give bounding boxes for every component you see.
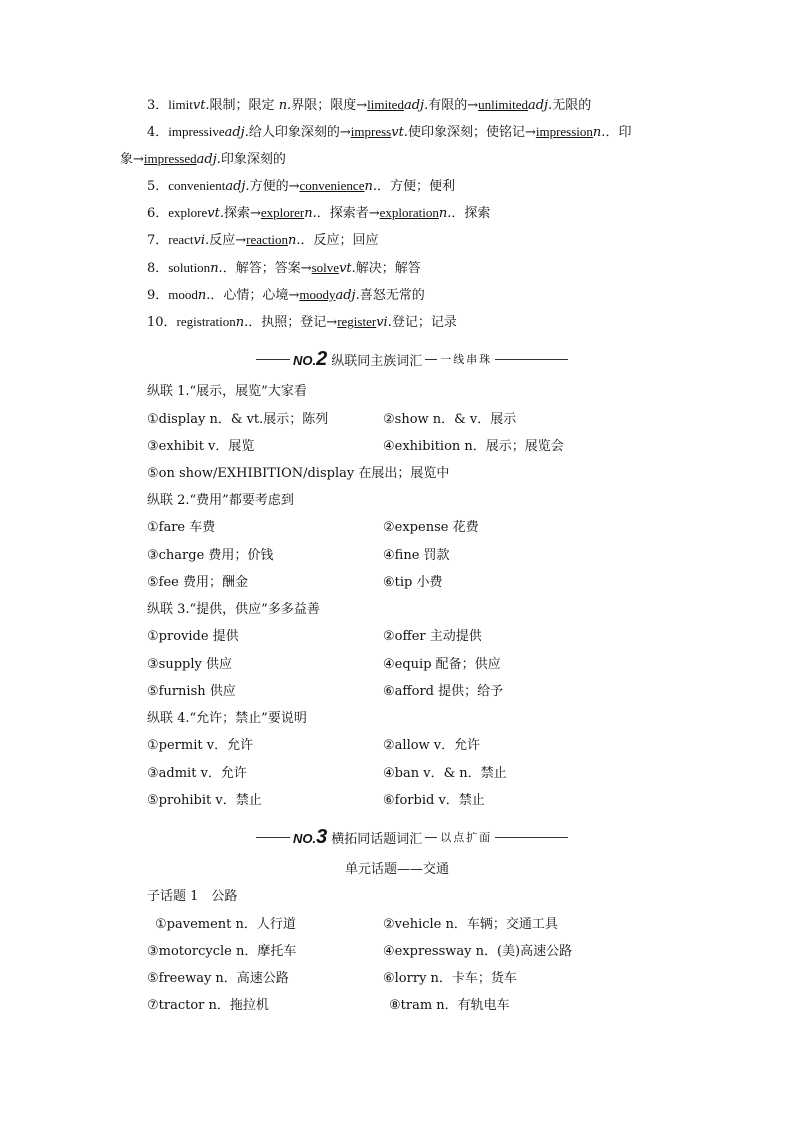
group-title: 纵联 2.“费用”都要考虑到 bbox=[147, 493, 294, 508]
word-entry: ①fare 车费 bbox=[147, 520, 216, 535]
word-entry: ③supply 供应 bbox=[147, 657, 232, 672]
word-entry: ①provide 提供 bbox=[147, 629, 239, 644]
group-title: 纵联 3.“提供，供应”多多益善 bbox=[147, 602, 320, 617]
vocab-item: 5．convenientadj.方便的→conveniencen.．方便；便利 bbox=[147, 178, 455, 194]
word-row bbox=[147, 683, 707, 701]
word-entry: ③admit v．允许 bbox=[147, 766, 247, 781]
header-rule bbox=[425, 359, 437, 360]
word-entry: ①display n．& vt.展示；陈列 bbox=[147, 412, 329, 427]
word-row bbox=[147, 943, 707, 961]
vocab-item-continuation: 象→impressedadj.印象深刻的 bbox=[120, 151, 286, 167]
word-entry: ③exhibit v．展览 bbox=[147, 439, 255, 454]
word-entry: ②allow v．允许 bbox=[383, 738, 481, 753]
section-subtitle: 一线串珠 bbox=[440, 353, 493, 366]
word-row bbox=[147, 916, 707, 934]
word-entry: ④equip 配备；供应 bbox=[383, 657, 501, 672]
word-row bbox=[147, 438, 707, 456]
word-entry: ①permit v．允许 bbox=[147, 738, 254, 753]
word-row bbox=[147, 547, 707, 565]
word-entry: ②vehicle n．车辆；交通工具 bbox=[383, 917, 558, 932]
word-entry: ②expense 花费 bbox=[383, 520, 479, 535]
word-row bbox=[147, 737, 707, 755]
word-entry: ⑤freeway n．高速公路 bbox=[147, 971, 289, 986]
group-title: 纵联 4.“允许；禁止”要说明 bbox=[147, 711, 307, 726]
section-header-no2 bbox=[256, 348, 568, 370]
word-entry: ⑤furnish 供应 bbox=[147, 684, 236, 699]
group-title: 纵联 1.“展示，展览”大家看 bbox=[147, 384, 307, 399]
section-title: 横拓同话题词汇 bbox=[331, 831, 423, 847]
vocab-item: 8．solutionn.．解答；答案→solvevt.解决；解答 bbox=[147, 260, 421, 276]
word-row bbox=[147, 765, 707, 783]
word-entry: ⑧tram n．有轨电车 bbox=[389, 998, 510, 1013]
word-row bbox=[147, 628, 707, 646]
topic-title: 单元话题——交通 bbox=[344, 862, 449, 877]
subtopic-title: 子话题 1 公路 bbox=[147, 889, 238, 904]
word-entry: ⑤on show/EXHIBITION/display 在展出；展览中 bbox=[147, 466, 450, 481]
word-row bbox=[147, 411, 707, 429]
word-entry: ⑤fee 费用；酬金 bbox=[147, 575, 248, 590]
header-rule bbox=[495, 837, 568, 838]
word-entry: ④expressway n．(美)高速公路 bbox=[383, 944, 573, 959]
word-row bbox=[147, 997, 707, 1015]
word-entry: ⑥forbid v．禁止 bbox=[383, 793, 485, 808]
vocab-item: 3．limitvt.限制；限定 n.界限；限度→limitedadj.有限的→unlimitedadj.无限的 bbox=[147, 97, 592, 113]
word-row bbox=[147, 519, 707, 537]
word-entry: ⑥tip 小费 bbox=[383, 575, 443, 590]
word-row bbox=[147, 970, 707, 988]
word-entry: ②show n．& v．展示 bbox=[383, 412, 517, 427]
section-number: NO.3 bbox=[293, 825, 328, 848]
header-rule bbox=[256, 837, 290, 838]
vocab-item: 9．moodn.．心情；心境→moodyadj.喜怒无常的 bbox=[147, 287, 425, 303]
word-entry: ②offer 主动提供 bbox=[383, 629, 482, 644]
vocab-item: 6．explorevt.探索→explorern.．探索者→explorationn.．探索 bbox=[147, 205, 491, 221]
section-header-no3 bbox=[256, 826, 568, 848]
vocab-item: 4．impressiveadj.给人印象深刻的→impressvt.使印象深刻；使铭记→impressionn.．印 bbox=[147, 124, 632, 140]
word-entry: ④exhibition n．展示；展览会 bbox=[383, 439, 564, 454]
header-rule bbox=[495, 359, 568, 360]
section-subtitle: 以点扩面 bbox=[440, 831, 493, 844]
vocab-item: 7．reactvi.反应→reactionn.．反应；回应 bbox=[147, 232, 379, 248]
word-entry: ④fine 罚款 bbox=[383, 548, 450, 563]
header-rule bbox=[256, 359, 290, 360]
word-entry: ⑥lorry n．卡车；货车 bbox=[383, 971, 517, 986]
word-entry: ③charge 费用；价钱 bbox=[147, 548, 274, 563]
word-entry: ⑤prohibit v．禁止 bbox=[147, 793, 262, 808]
word-entry: ③motorcycle n．摩托车 bbox=[147, 944, 297, 959]
header-rule bbox=[425, 837, 437, 838]
word-row bbox=[147, 574, 707, 592]
vocab-item: 10．registrationn.．执照；登记→registervi.登记；记录 bbox=[147, 314, 457, 330]
word-row bbox=[147, 792, 707, 810]
word-entry: ⑦tractor n．拖拉机 bbox=[147, 998, 269, 1013]
word-entry: ④ban v．& n．禁止 bbox=[383, 766, 507, 781]
section-title: 纵联同主族词汇 bbox=[331, 353, 423, 369]
word-entry: ⑥afford 提供；给予 bbox=[383, 684, 504, 699]
word-row bbox=[147, 656, 707, 674]
word-entry: ①pavement n．人行道 bbox=[155, 917, 296, 932]
section-number: NO.2 bbox=[293, 347, 328, 370]
